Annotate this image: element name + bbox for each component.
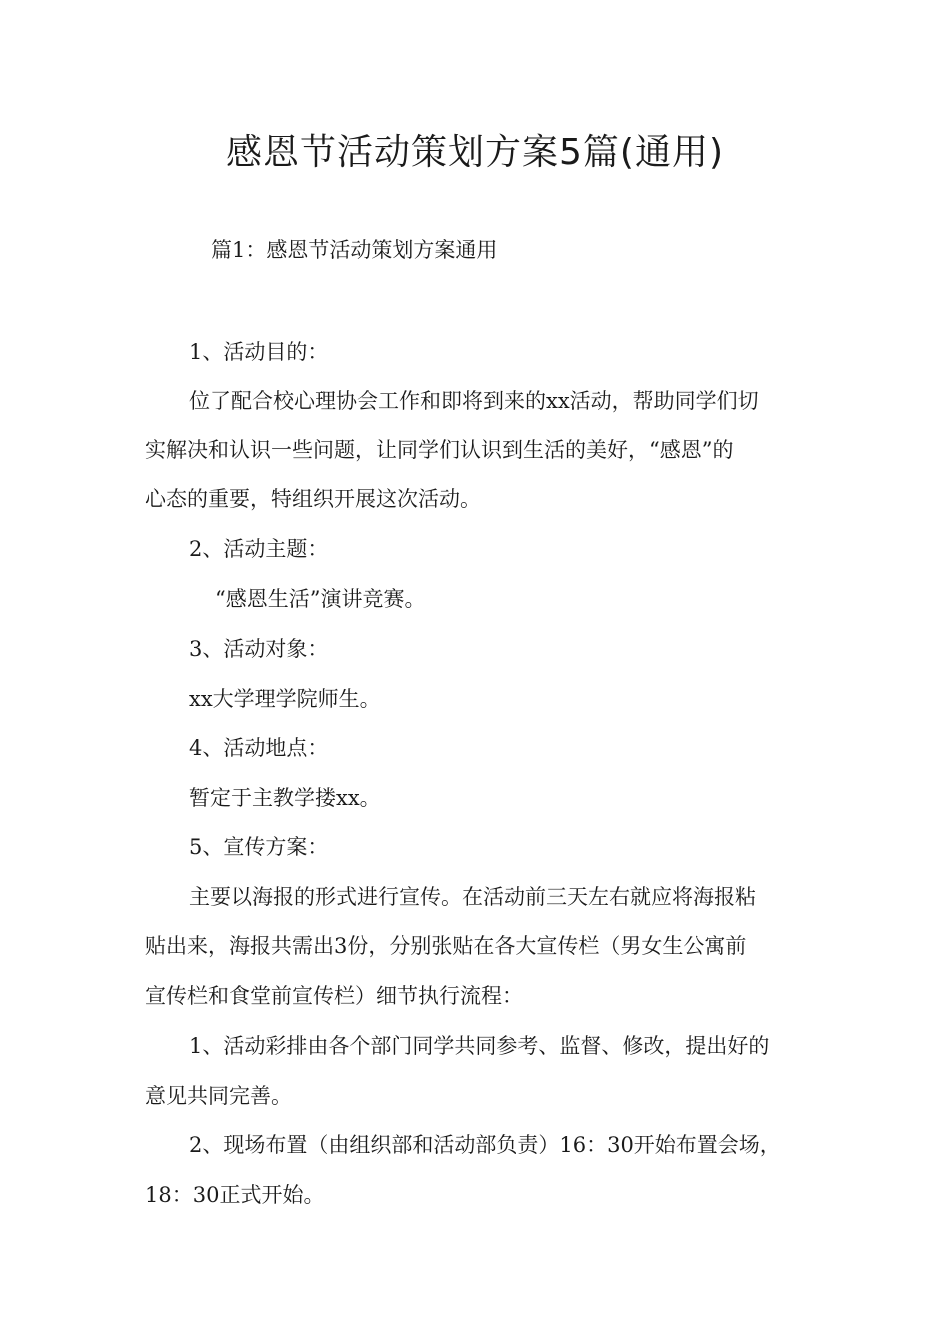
- paragraph-line: 意见共同完善。: [145, 1084, 292, 1108]
- paragraph-line: 宣传栏和食堂前宣传栏）细节执行流程：: [145, 984, 523, 1008]
- section-subtitle: 篇1：感恩节活动策划方案通用: [211, 238, 498, 262]
- paragraph-line: 3、活动对象：: [189, 637, 329, 661]
- paragraph-line: 实解决和认识一些问题，让同学们认识到生活的美好，“感恩”的: [145, 438, 734, 462]
- paragraph-line: 5、宣传方案：: [189, 835, 329, 859]
- paragraph-line: 贴出来，海报共需出3份，分别张贴在各大宣传栏（男女生公寓前: [145, 934, 747, 958]
- paragraph-line: xx大学理学院师生。: [189, 687, 381, 711]
- paragraph-line: 18：30正式开始。: [145, 1183, 325, 1207]
- paragraph-line: “感恩生活”演讲竞赛。: [215, 587, 426, 611]
- paragraph-line: 1、活动彩排由各个部门同学共同参考、监督、修改，提出好的: [189, 1034, 770, 1058]
- paragraph-line: 4、活动地点：: [189, 736, 329, 760]
- paragraph-line: 位了配合校心理协会工作和即将到来的xx活动，帮助同学们切: [189, 389, 759, 413]
- paragraph-line: 1、活动目的：: [189, 340, 329, 364]
- paragraph-line: 2、活动主题：: [189, 537, 329, 561]
- paragraph-line: 暂定于主教学搂xx。: [189, 786, 381, 810]
- paragraph-line: 主要以海报的形式进行宣传。在活动前三天左右就应将海报粘: [189, 885, 756, 909]
- paragraph-line: 2、现场布置（由组织部和活动部负责）16：30开始布置会场，: [189, 1133, 781, 1157]
- paragraph-line: 心态的重要，特组织开展这次活动。: [145, 487, 481, 511]
- document-title: 感恩节活动策划方案5篇(通用): [226, 132, 724, 173]
